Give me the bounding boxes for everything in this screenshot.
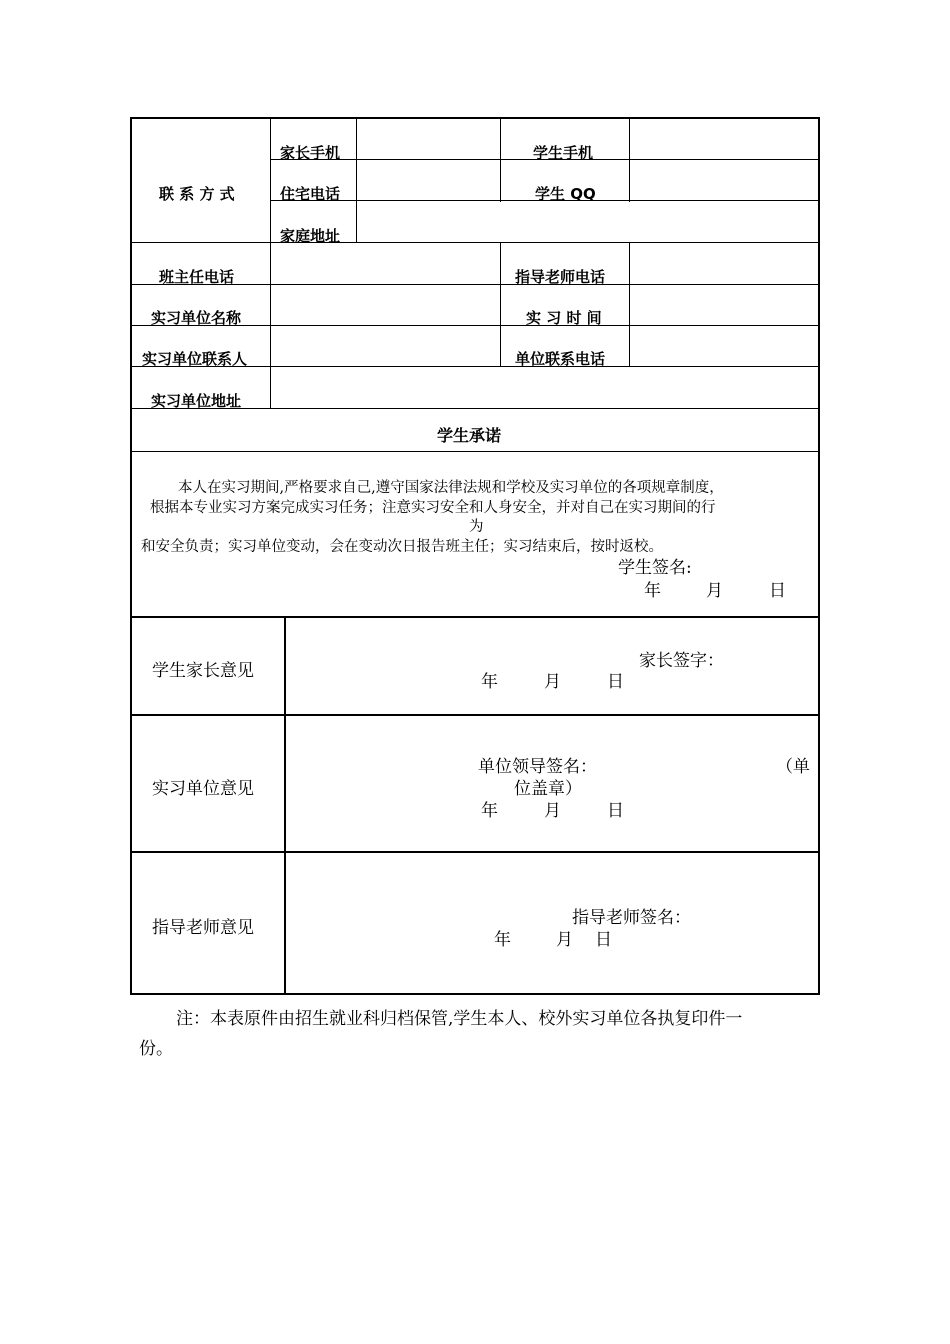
footnote-line-1: 注：本表原件由招生就业科归档保管,学生本人、校外实习单位各执复印件一 — [176, 1009, 743, 1029]
company-name-field[interactable] — [271, 285, 500, 325]
company-contact-label: 实习单位联系人 — [142, 350, 248, 368]
pledge-date-month: 月 — [706, 581, 723, 601]
company-address-label: 实习单位地址 — [151, 392, 242, 410]
company-opinion-label: 实习单位意见 — [152, 779, 254, 799]
row-divider — [131, 616, 819, 618]
student-mobile-label: 学生手机 — [533, 144, 594, 162]
instructor-date-year: 年 — [494, 930, 511, 950]
company-contact-field[interactable] — [271, 326, 500, 366]
pledge-line-1: 本人在实习期间,严格要求自己,遵守国家法律法规和学校及实习单位的各项规章制度， — [178, 480, 724, 496]
pledge-line-4: 和安全负责；实习单位变动，会在变动次日报告班主任；实习结束后，按时返校。 — [141, 539, 663, 555]
parent-mobile-field[interactable] — [357, 118, 500, 159]
head-teacher-phone-field[interactable] — [271, 243, 500, 284]
company-phone-field[interactable] — [630, 326, 818, 366]
company-name-label: 实习单位名称 — [151, 309, 242, 327]
parent-mobile-label: 家长手机 — [280, 144, 341, 162]
row-divider — [131, 851, 819, 853]
parent-signature-label: 家长签字： — [639, 651, 724, 671]
seal-note-open: （单 — [776, 757, 810, 777]
table-border-right — [818, 117, 820, 995]
col-divider — [284, 617, 286, 994]
instructor-opinion-label: 指导老师意见 — [152, 918, 254, 938]
company-date-year: 年 — [481, 801, 498, 821]
seal-note-close: 位盖章） — [514, 779, 582, 799]
internship-time-label: 实 习 时 间 — [526, 309, 602, 327]
instructor-signature-label: 指导老师签名： — [572, 908, 691, 928]
instructor-date-day: 日 — [595, 930, 612, 950]
instructor-phone-field[interactable] — [630, 243, 818, 284]
instructor-phone-label: 指导老师电话 — [515, 268, 606, 286]
pledge-line-2: 根据本专业实习方案完成实习任务；注意实习安全和人身安全，并对自己在实习期间的行 — [150, 500, 716, 516]
footnote-line-2: 份。 — [139, 1039, 173, 1059]
company-date-month: 月 — [544, 801, 561, 821]
col-divider — [500, 118, 501, 202]
student-signature-label: 学生签名: — [618, 558, 692, 578]
head-teacher-phone-label: 班主任电话 — [159, 268, 235, 286]
parent-opinion-label: 学生家长意见 — [152, 661, 254, 681]
home-phone-field[interactable] — [357, 160, 500, 200]
company-phone-label: 单位联系电话 — [515, 350, 606, 368]
student-qq-field[interactable] — [630, 160, 818, 200]
home-address-label: 家庭地址 — [280, 227, 341, 245]
pledge-line-3: 为 — [469, 519, 484, 535]
pledge-title: 学生承诺 — [437, 426, 502, 445]
instructor-date-month: 月 — [556, 930, 573, 950]
home-address-field[interactable] — [357, 201, 818, 242]
col-divider — [500, 242, 501, 367]
company-leader-signature-label: 单位领导签名： — [478, 757, 597, 777]
table-border-bottom — [130, 993, 820, 995]
pledge-date-year: 年 — [644, 581, 661, 601]
company-date-day: 日 — [607, 801, 624, 821]
contact-label: 联 系 方 式 — [159, 185, 235, 203]
internship-time-field[interactable] — [630, 285, 818, 325]
parent-date-month: 月 — [544, 672, 561, 692]
company-address-field[interactable] — [271, 367, 818, 408]
row-divider — [131, 451, 819, 452]
student-qq-label: 学生 QQ — [535, 185, 596, 203]
parent-date-day: 日 — [607, 672, 624, 692]
parent-date-year: 年 — [481, 672, 498, 692]
row-divider — [131, 714, 819, 716]
student-mobile-field[interactable] — [630, 118, 818, 159]
pledge-date-day: 日 — [769, 581, 786, 601]
home-phone-label: 住宅电话 — [280, 185, 341, 203]
table-border-left — [130, 117, 132, 995]
